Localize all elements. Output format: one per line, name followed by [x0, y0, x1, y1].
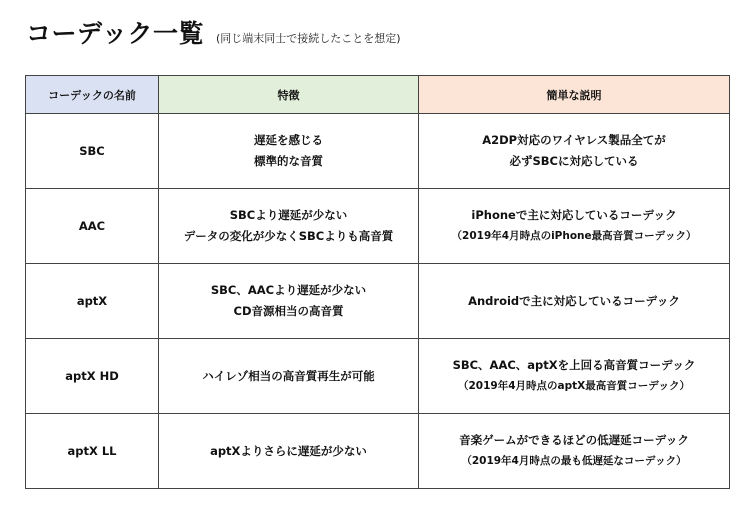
codec-name-cell: aptX LL [26, 414, 159, 489]
feature-line: CD音源相当の高音質 [233, 304, 344, 318]
description-cell [419, 414, 730, 489]
feature-line: 標準的な音質 [254, 154, 323, 168]
feature-cell [159, 114, 419, 189]
page-heading [26, 14, 401, 50]
codec-name-cell: aptX [26, 264, 159, 339]
table-row [26, 339, 730, 414]
table-row [26, 414, 730, 489]
description-cell [419, 264, 730, 339]
feature-line: データの変化が少なくSBCよりも高音質 [183, 229, 394, 243]
description-line: （2019年4月時点のaptX最高音質コーデック） [457, 380, 691, 392]
table-row [26, 264, 730, 339]
feature-line: aptXよりさらに遅延が少ない [210, 443, 367, 458]
page-subtitle: (同じ端末同士で接続したことを想定) [216, 32, 401, 45]
description-line: SBC、AAC、aptXを上回る高音質コーデック [452, 358, 696, 372]
description-line: 必ずSBCに対応している [509, 154, 639, 168]
feature-line: ハイレゾ相当の高音質再生が可能 [202, 368, 375, 383]
header-feature: 特徴 [159, 76, 419, 114]
feature-line: SBC、AACより遅延が少ない [210, 283, 367, 297]
description-cell [419, 114, 730, 189]
description-cell [419, 189, 730, 264]
description-line: iPhoneで主に対応しているコーデック [471, 208, 677, 222]
page-title: コーデック一覧 [26, 19, 205, 48]
feature-cell [159, 264, 419, 339]
description-cell [419, 339, 730, 414]
codec-table [25, 75, 730, 489]
header-description: 簡単な説明 [419, 76, 730, 114]
feature-line: SBCより遅延が少ない [229, 208, 348, 222]
description-line: （2019年4月時点の最も低遅延なコーデック） [461, 455, 687, 467]
description-line: A2DP対応のワイヤレス製品全てが [482, 133, 666, 147]
table-row [26, 114, 730, 189]
feature-cell [159, 414, 419, 489]
feature-line: 遅延を感じる [254, 133, 323, 147]
table-header-row [26, 76, 730, 114]
codec-name-cell: aptX HD [26, 339, 159, 414]
description-line: 音楽ゲームができるほどの低遅延コーデック [459, 433, 689, 447]
codec-name-cell: SBC [26, 114, 159, 189]
table-row [26, 189, 730, 264]
description-line: （2019年4月時点のiPhone最高音質コーデック） [451, 230, 697, 242]
codec-name-cell: AAC [26, 189, 159, 264]
description-line: Androidで主に対応しているコーデック [468, 293, 680, 308]
header-codec-name: コーデックの名前 [26, 76, 159, 114]
feature-cell [159, 339, 419, 414]
feature-cell [159, 189, 419, 264]
